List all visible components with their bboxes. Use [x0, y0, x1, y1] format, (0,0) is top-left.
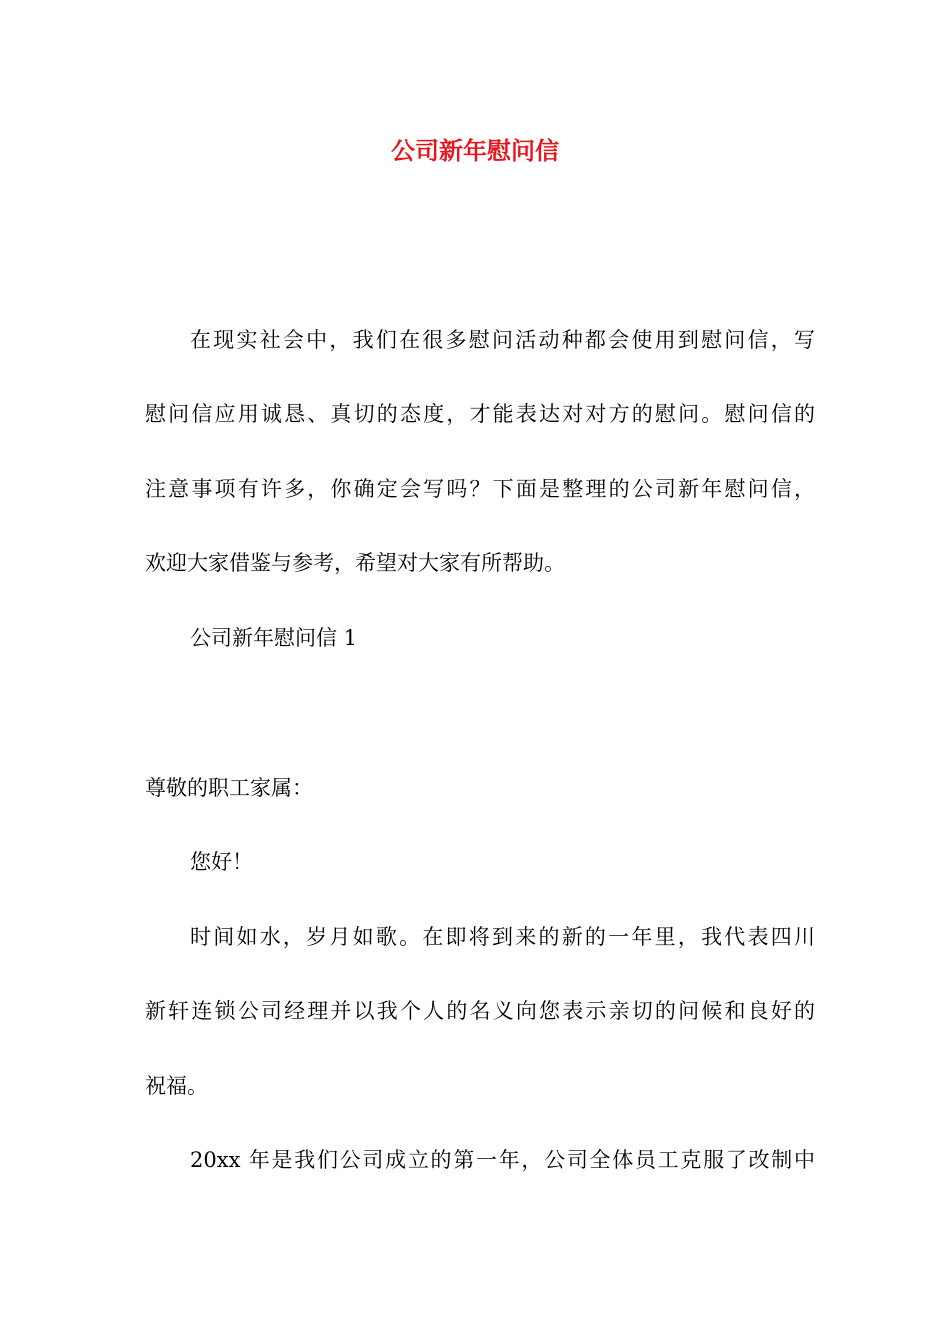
paragraph1-line-3: 祝福。: [145, 1074, 208, 1098]
section-heading: 公司新年慰问信 1: [190, 626, 358, 650]
salutation: 尊敬的职工家属：: [145, 776, 313, 800]
greeting: 您好！: [190, 850, 253, 874]
paragraph2-line-1: 20xx 年是我们公司成立的第一年，公司全体员工克服了改制中: [190, 1148, 815, 1172]
intro-line-1: 在现实社会中，我们在很多慰问活动种都会使用到慰问信，写: [190, 328, 815, 352]
paragraph1-line-2: 新轩连锁公司经理并以我个人的名义向您表示亲切的问候和良好的: [145, 999, 815, 1023]
intro-line-2: 慰问信应用诚恳、真切的态度，才能表达对对方的慰问。慰问信的: [145, 402, 815, 426]
document-title: 公司新年慰问信: [391, 137, 559, 165]
paragraph1-line-1: 时间如水，岁月如歌。在即将到来的新的一年里，我代表四川: [190, 925, 815, 949]
intro-line-3: 注意事项有许多，你确定会写吗？下面是整理的公司新年慰问信，: [145, 477, 815, 501]
intro-line-4: 欢迎大家借鉴与参考，希望对大家有所帮助。: [145, 551, 565, 575]
